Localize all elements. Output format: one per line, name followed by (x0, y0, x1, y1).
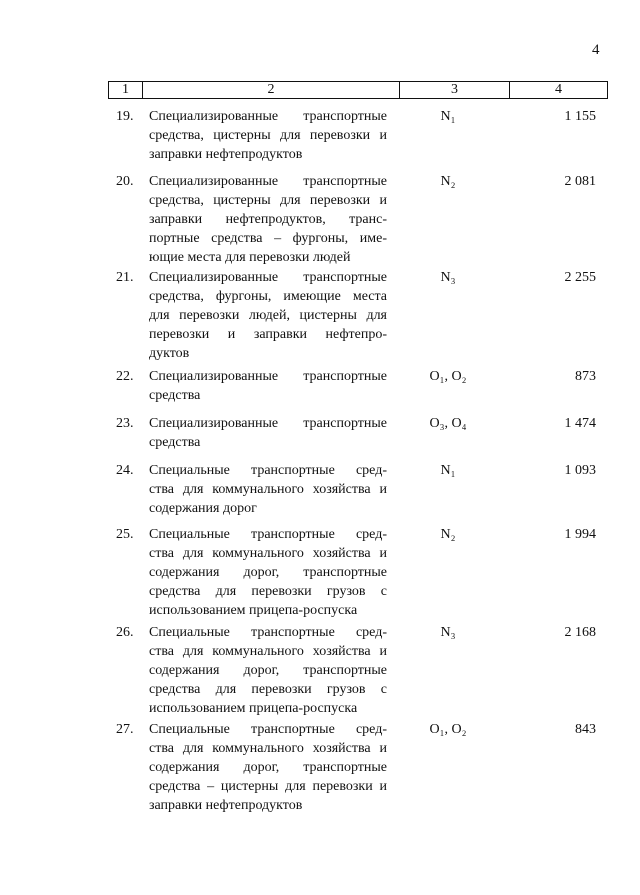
column-header-4: 4 (555, 82, 562, 97)
description-line: заправки нефтепродуктов (149, 798, 303, 813)
vehicle-category: O₁, O₂ (429, 722, 467, 737)
table-header (108, 81, 608, 99)
vehicle-category: N₃ (440, 270, 456, 285)
vehicle-category: O₁, O₂ (429, 369, 467, 384)
row-value: 873 (575, 369, 596, 384)
vehicle-category: N₁ (440, 109, 456, 124)
description-line: портные средства – фургоны, име- (149, 231, 387, 246)
row-value: 2 168 (564, 625, 596, 640)
description-line: средства – цистерны для перевозки и (149, 779, 387, 794)
row-value: 2 255 (564, 270, 596, 285)
row-description (149, 172, 387, 267)
description-line: Специализированные транспортные (149, 270, 387, 285)
row-description (149, 414, 387, 452)
row-number: 19. (116, 109, 134, 124)
row-number: 23. (116, 416, 134, 431)
description-line: дуктов (149, 346, 190, 361)
description-line: содержания дорог, транспортные (149, 760, 387, 775)
row-number: 26. (116, 625, 134, 640)
vehicle-category: N₁ (440, 463, 456, 478)
description-line: ства для коммунального хозяйства и (149, 546, 387, 561)
description-line: Специальные транспортные сред- (149, 463, 387, 478)
row-number: 20. (116, 174, 134, 189)
description-line: для перевозки людей, цистерны для (149, 308, 387, 323)
description-line: средства, цистерны для перевозки и (149, 128, 387, 143)
description-line: использованием прицепа-роспуска (149, 603, 358, 618)
column-header-3: 3 (400, 82, 510, 98)
row-description (149, 525, 387, 620)
row-number: 24. (116, 463, 134, 478)
row-description (149, 107, 387, 164)
description-line: ства для коммунального хозяйства и (149, 644, 387, 659)
description-line: средства (149, 388, 201, 403)
row-number: 25. (116, 527, 134, 542)
page-number: 4 (592, 42, 600, 58)
description-line: средства для перевозки грузов с (149, 584, 387, 599)
row-description (149, 461, 387, 518)
row-value: 2 081 (564, 174, 596, 189)
vehicle-category: N₃ (440, 625, 456, 640)
row-description (149, 623, 387, 718)
row-value: 1 155 (564, 109, 596, 124)
row-description (149, 367, 387, 405)
vehicle-category: N₂ (440, 174, 456, 189)
description-line: ства для коммунального хозяйства и (149, 482, 387, 497)
row-number: 22. (116, 369, 134, 384)
description-line: ства для коммунального хозяйства и (149, 741, 387, 756)
description-line: средства (149, 435, 201, 450)
row-value: 843 (575, 722, 596, 737)
description-line: заправки нефтепродуктов, транс- (149, 212, 387, 227)
row-value: 1 093 (564, 463, 596, 478)
description-line: содержания дорог, транспортные (149, 663, 387, 678)
row-number: 27. (116, 722, 134, 737)
description-line: содержания дорог (149, 501, 257, 516)
description-line: перевозки и заправки нефтепро- (149, 327, 387, 342)
column-header-2: 2 (143, 82, 400, 98)
description-line: содержания дорог, транспортные (149, 565, 387, 580)
description-line: средства, цистерны для перевозки и (149, 193, 387, 208)
vehicle-category: N₂ (440, 527, 456, 542)
description-line: Специальные транспортные сред- (149, 722, 387, 737)
row-number: 21. (116, 270, 134, 285)
vehicle-category: O₃, O₄ (429, 416, 467, 431)
description-line: Специальные транспортные сред- (149, 527, 387, 542)
description-line: Специализированные транспортные (149, 109, 387, 124)
row-description (149, 268, 387, 363)
row-value: 1 994 (564, 527, 596, 542)
description-line: Специализированные транспортные (149, 369, 387, 384)
description-line: Специальные транспортные сред- (149, 625, 387, 640)
row-description (149, 720, 387, 815)
description-line: использованием прицепа-роспуска (149, 701, 358, 716)
row-value: 1 474 (564, 416, 596, 431)
description-line: средства для перевозки грузов с (149, 682, 387, 697)
description-line: Специализированные транспортные (149, 174, 387, 189)
description-line: средства, фургоны, имеющие места (149, 289, 387, 304)
description-line: заправки нефтепродуктов (149, 147, 303, 162)
description-line: ющие места для перевозки людей (149, 250, 351, 265)
description-line: Специализированные транспортные (149, 416, 387, 431)
column-header-1: 1 (109, 82, 143, 98)
